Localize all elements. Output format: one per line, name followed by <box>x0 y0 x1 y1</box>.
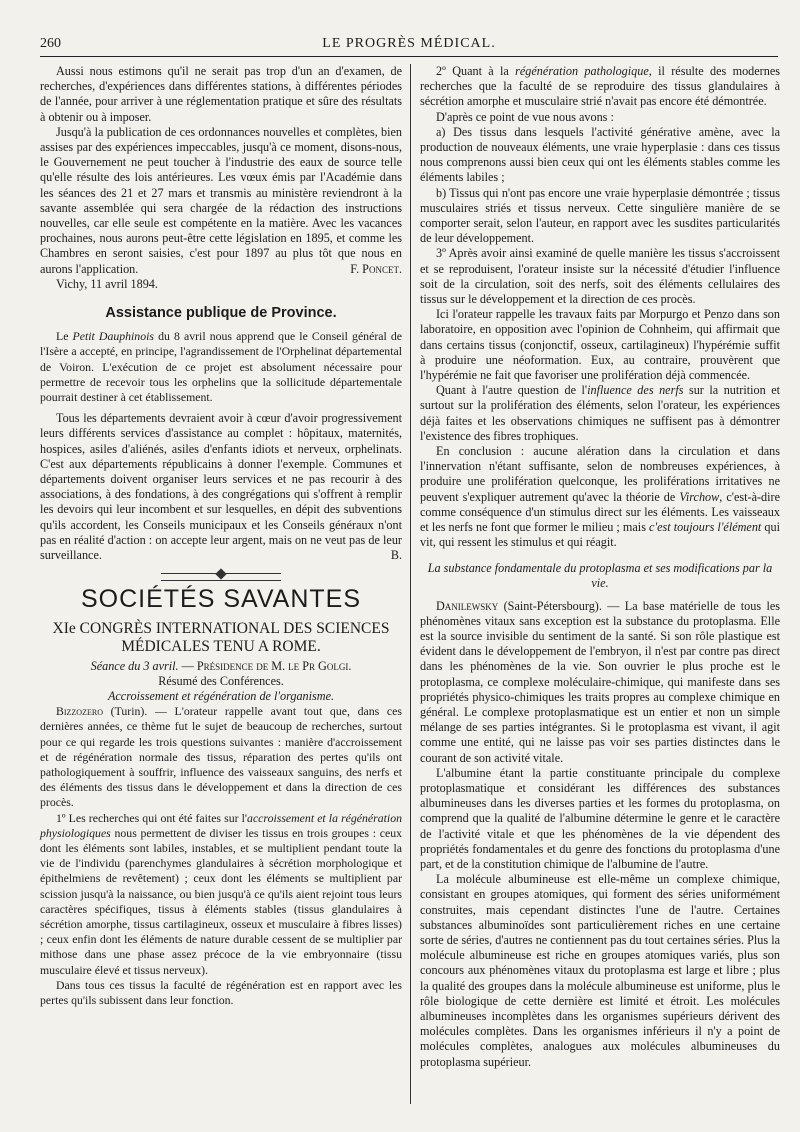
newspaper-name: Petit Dauphinois <box>72 329 154 344</box>
text: Le <box>56 329 73 344</box>
paragraph: b) Tissus qui n'ont pas encore une vraie hyperplasie démontrée ; tissus musculaires striés et tissus nerveux. Cette singulière manière de se comporter serait, selon l'auteur, en rapport avec les susdites particularités de leur développement. <box>420 185 780 246</box>
right-column <box>420 64 780 1070</box>
paragraph: Ici l'orateur rappelle les travaux faits par Morpurgo et Penzo dans son laboratoire, en opposition avec l'opinion de Cohnheim, qui affirmait que dans certains tissus (conjonctif, osseux, cartilagineux) l'hypérémie suffit à produire une néoformation. Eux, au contraire, prouvèrent que l'hypérémie ne fait que favoriser une prolifération déjà commencée. <box>420 307 780 383</box>
text: sur la nutrition et surtout sur la prolifération des éléments, selon l'orateur, les expériences déjà faites et les observations chimiques ne suffisent pas à démontrer l'existence des fibres trophiques. <box>420 383 780 443</box>
paragraph <box>420 444 780 550</box>
paragraph <box>420 64 780 110</box>
italic-term: régénération pathologique <box>515 64 649 78</box>
paragraph: La molécule albumineuse est elle-même un complexe chimique, consistant en groupes atomiques, qui forment des séries uniformément construites, mais cependant distinctes l'une de l'autre. Certaines substances albuminoïdes sont particulièrement riches en une certaine sorte de séries, d'autres ne contiennent pas du tout certaines séries. Plus la molécule albumineuse est riche en groupes atomiques variés, plus son concours aux phénomènes vitaux du protoplasma est large et libre ; plus la qualité des groupes dans la molécule albumineuse est uniforme, plus le rôle biologique de cette dernière est limité et étroit. Les molécules albumineuses incomplètes dans les organismes supérieurs dérivent des molécules complètes. Dans les organismes inférieurs il n'y a point de molécules complètes, analogues aux molécules albumineuses du protoplasma supérieur. <box>420 872 780 1069</box>
author-signature: B. <box>390 548 402 563</box>
speaker-name: Bizzozero <box>56 704 103 719</box>
resume-heading: Résumé des Conférences. <box>158 673 284 688</box>
subsection-title: Accroissement et régénération de l'organisme. <box>107 688 335 703</box>
paragraph: Dans tous ces tissus la faculté de régénération est en rapport avec les pertes qu'ils subissent dans leur fonction. <box>40 977 402 1007</box>
divider-ornament <box>40 570 402 582</box>
paragraph: D'après ce point de vue nous avons : <box>436 109 614 124</box>
text: (Saint-Pétersbourg). — La base matérielle de tous les phénomènes vitaux sans exception est la substance du protoplasma. Elle est la source invisible du sentiment de la santé. Si son rôle plastique est évident dans le développement de l'embryon, il n'est par contre pas direct dans les phénomènes de la vie. Son ouvrier le plus proche est le protoplasma, ce complexe moléculaire-chimique, qui manifeste dans ses propriétés physico-chimiques les traits propres au complexe chimique en général. Le complexe protoplasmatique est un entier et non un simple mélange de ses parties intégrantes. Si le protoplasma est vivant, il agit comme une entité, qui ne laisse pas voir ses parties distinctes dans le courant de son activité vitale. <box>420 598 780 765</box>
paragraph-text: Jusqu'à la publication de ces ordonnances nouvelles et complètes, bien assises par des expériences impeccables, jusqu'à ce moment, disons-nous, le Gouvernement ne peut toucher à l'industrie des eaux de source telle qu'elle résulte des lois antérieures. Les vœux émis par l'Académie dans les séances des 21 et 27 mars et transmis au ministère reviendront à la savante assemblée qui sera chargée de la rédaction des instructions nouvelles, car elle seule est compétente en la matière. Avec les vacances prochaines, nous aurons peut-être cette législation en 1895, et comme les Chambres en seront saisies, c'est pour 1897 au plus tôt que nous en aurons l'application. <box>40 124 402 276</box>
paragraph: 3º Après avoir ainsi examiné de quelle manière les tissus s'accroissent et se reproduisent, l'orateur insiste sur la nécessité d'étudier l'influence soit de la circulation, soit des nerfs, soit des éléments cellulaires des tissus sur le développement et la direction de ces procès. <box>420 246 780 307</box>
paragraph: Aussi nous estimons qu'il ne serait pas trop d'un an d'examen, de recherches, d'expériences dans différentes stations, à différentes périodes de l'année, pour arriver à une réglementation pratique et sûre des résultats à obtenir ou à imposer. <box>40 64 402 124</box>
ornament-line <box>161 573 281 581</box>
text: 2º Quant à la <box>436 64 516 78</box>
page-number: 260 <box>40 36 61 51</box>
paragraph: L'albumine étant la partie constituante principale du complexe protoplasmatique et considérant les différences des substances albumineuses dans les diverses parties et les formes du protoplasma, on comprend que la qualité de l'albumine détermine le genre et le caractère de l'activité vitale et que les phénomènes de la vie dépendent des propriétés fondamentales et du genre des fonctions du protoplasma d'une part, et de la constitution chimique de l'albumine de l'autre. <box>420 765 780 871</box>
text: (Turin). — L'orateur rappelle avant tout que, dans ces dernières années, ce thème fut le sujet de beaucoup de recherches, surtout pour ce qui regarde les trois questions suivantes : manière d'accroissement et de régénération normale des tissus, réparation des pertes qu'ils ont pathologiquement à souffrir, influence des vaisseaux sanguins, des nerfs et des éléments des tissus dans le développement et dans la direction de ces procès. <box>40 704 402 810</box>
text: En conclusion : aucune alération dans la circulation et dans l'innervation n'étant suffisante, selon de nombreuses expériences, à produire une prolifération quelconque, les proliférations irritatives ne peuvent s'expliquer autrement qu'avec la théorie de <box>420 444 780 504</box>
text: 1º Les recherches qui ont été faites sur l' <box>56 810 248 825</box>
paragraph <box>40 329 402 405</box>
page-header <box>40 34 778 57</box>
section-heading-societes: SOCIÉTÉS SAVANTES <box>80 584 362 613</box>
author-signature: F. Poncet. <box>350 261 402 276</box>
running-title: LE PROGRÈS MÉDICAL. <box>322 36 496 51</box>
paragraph <box>420 383 780 444</box>
text: Quant à l'autre question de l' <box>436 383 588 398</box>
dateline: Vichy, 11 avril 1894. <box>56 276 158 291</box>
subsection-title: La substance fondamentale du protoplasma et ses modifications par la vie. <box>427 560 773 590</box>
italic-term: accroissement et la régénération physiologiques <box>40 810 403 840</box>
column-divider <box>410 64 411 1104</box>
congress-title: XIe CONGRÈS INTERNATIONAL DES SCIENCES MÉDICALES TENU A ROME. <box>52 619 390 655</box>
seance-date: Séance du 3 avril. <box>90 658 179 673</box>
paragraph: a) Des tissus dans lesquels l'activité générative amène, avec la production de nouveaux éléments, une vraie hyperplasie : dans ces tissus nous comprenons aussi bien ceux qui ont les éléments stables comme les éléments labiles ; <box>420 124 780 185</box>
speaker-name: Danilewsky <box>436 598 499 613</box>
text: du 8 avril nous apprend que le Conseil général de l'Isère a accepté, en principe, l'agrandissement de l'Orphelinat départemental de Voiron. L'exécution de ce projet est absolument nécessaire pour permettre de recevoir tous les orphelins que la sollicitude départementale pourrait destiner à cet établissement. <box>40 329 402 405</box>
section-heading-assistance: Assistance publique de Province. <box>105 305 337 322</box>
paragraph <box>40 811 402 978</box>
italic-term: c'est toujours l'élément <box>649 520 762 535</box>
text: , c'est-à-dire comme conséquence d'un stimulus direct sur les éléments. Les vaisseaux et les nerfs ne font que former le milieu ; mais <box>420 489 780 535</box>
text: , il résulte des modernes recherches que la faculté de se reproduire des tissus glandulaires à sécrétion amorphe et musculaire strié n'avait pas encore été démontrée. <box>420 64 780 109</box>
text: nous permettent de diviser les tissus en trois groupes : ceux dont les éléments sont labiles, instables, et se multiplient pendant toute la vie de l'individu (parenchymes glandulaires à sécrétion morphologique et épithelmiens de revêtement) ; ceux dont les éléments se multiplient par scission jusqu'à la naissance, ou bien jusqu'à ce qu'ils aient rejoint tous leurs caractères spécifiques, tissus à éléments stables (tissus glandulaires à sécrétion amorphe, tissus cartilagineux, osseux et musculaire à fibres lisses) ; ceux enfin dont les éléments de nature durable cessent de se multiplier par mithose dans une phase assez précoce de la vie embryonnaire (tissu musculaire élevé et tissus nerveux). <box>40 825 402 977</box>
paragraph <box>40 704 402 810</box>
paragraph: Tous les départements devraient avoir à cœur d'avoir progressivement leurs différents services d'assistance au complet : hôpitaux, maternités, hospices, asiles d'aliénés, asiles d'enfants idiots et nerveux, orphelinats. C'est aux départements républicains à donner l'exemple. Communes et départements doivent organiser leurs services et ne pas recourir à des associations, à des fondations, à des congrégations qui s'offrent à remplir les devoirs qui leur incombent et sur lesquelles, en dépit des subventions qu'ils accordent, les Conseils municipaux et les Conseils généraux n'ont pas en réalité d'action : on accepte leur argent, mais on ne veut pas de leur surveillance. <box>40 411 402 563</box>
text: qui vit, qui ressent les stimulus et qui réagit. <box>420 520 781 550</box>
italic-term: Virchow <box>679 489 720 504</box>
paragraph <box>40 125 402 277</box>
presidence: — Présidence de M. le Pr Golgi. <box>178 658 352 673</box>
left-column <box>40 64 402 1008</box>
paragraph <box>420 599 780 766</box>
seance-line <box>40 659 402 674</box>
italic-term: influence des nerfs <box>587 383 684 398</box>
